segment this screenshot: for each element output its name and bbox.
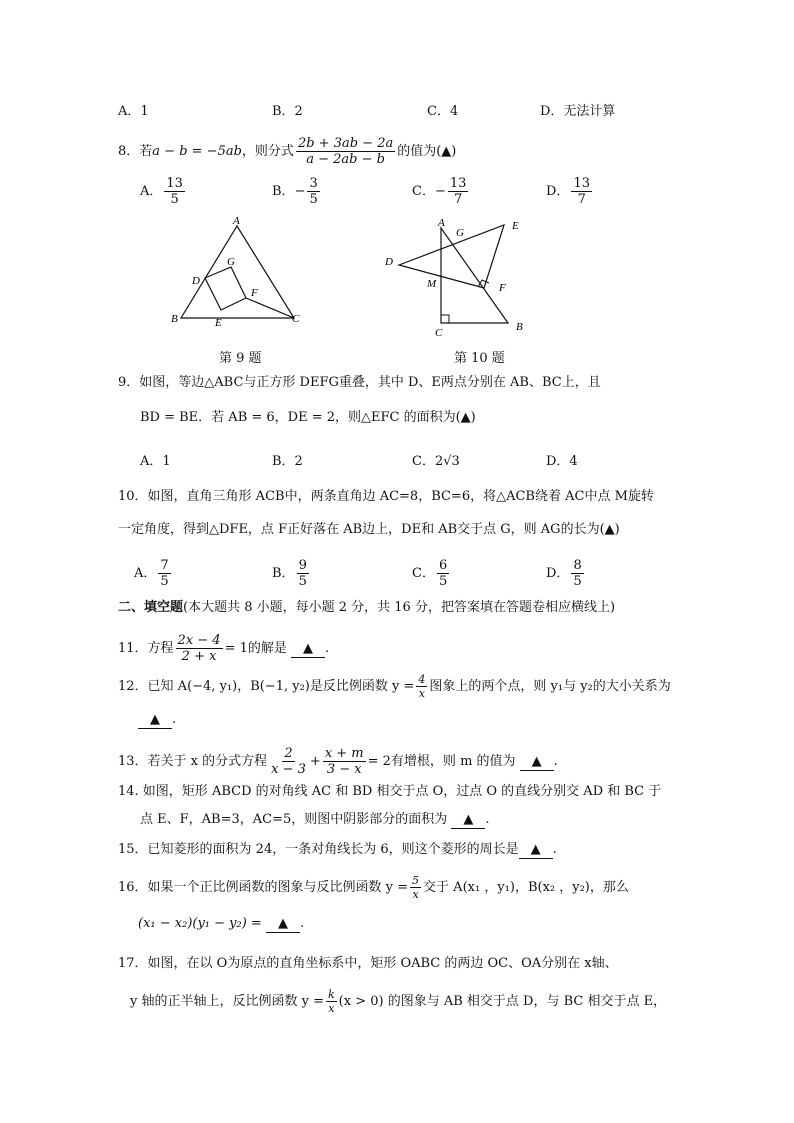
q12-pre: 12．已知 A(−4, y₁)，B(−1, y₂)是反比例函数 y = [118,679,415,694]
fig10-label-c: C [435,327,443,336]
fig10-label-m: M [427,278,437,290]
q11-fraction-denominator: 2 + x [181,649,217,664]
q8-option-a-letter: A． [140,184,163,199]
q13-fraction-1-denominator: x − 3 [271,762,306,777]
q9-option-a: A．1 [140,454,171,469]
q16-line-2 [138,914,304,934]
q12-fraction [416,673,427,700]
q8-fraction-numerator: 2b + 3ab − 2a [297,136,394,151]
q8-option-b-sign: − [294,184,306,199]
q8-option-d-fraction [571,176,592,207]
fig10-label-e: E [512,220,519,232]
q13-answer-blank[interactable]: ▲ [520,754,554,771]
figure-9 [168,212,308,334]
q7-option-a: A．1 [118,104,149,119]
q17-line-1: 17．如图，在以 O为原点的直角坐标系中，矩形 OABC 的两边 OC、OA分别在 x轴、 [118,956,618,971]
q11-pre: 11．方程 [118,641,174,656]
q10-option-a-fraction [158,558,170,589]
fig9-label-d: D [192,275,200,287]
q13-plus: + [309,754,321,769]
q17-line-2-pre: y 轴的正半轴上，反比例函数 y = [130,994,324,1009]
q12-post: 图象上的两个点，则 y₁与 y₂的大小关系为 [429,679,671,694]
q17-fraction-denominator: x [328,1002,335,1015]
q16-end: . [299,916,305,931]
fig9-square-defg [205,267,246,310]
q10-option-b-num: 9 [298,558,307,573]
fig9-label-g: G [227,256,235,268]
section-2-heading [118,598,615,618]
q12-answer-blank[interactable]: ▲ [138,712,172,729]
q8-fraction-denominator: a − 2ab − b [306,152,385,167]
q9-option-d: D．4 [546,454,578,469]
q10-option-c-fraction [437,558,449,589]
q11-fraction [176,633,223,664]
q8-option-c [412,176,470,207]
fig9-label-f: F [251,287,258,299]
q8-option-b [272,176,322,207]
q17-fraction-numerator: k [327,988,335,1001]
q16-fraction-denominator: x [412,888,419,901]
q7-option-c: C．4 [427,104,459,119]
q17-line-2 [130,988,666,1015]
q9-option-b: B．2 [272,454,303,469]
q14-line-1: 14. 如图，矩形 ABCD 的对角线 AC 和 BD 相交于点 O，过点 O 的直线分别交 AD 和 BC 于 [118,784,662,799]
q10-option-c-letter: C． [412,566,435,581]
q10-option-d-den: 5 [573,574,582,589]
q10-option-b-letter: B． [272,566,295,581]
q8-option-a [140,176,187,207]
q10-line-2: 一定角度，得到△DFE，点 F正好落在 AB边上，DE和 AB交于点 G，则 AG的长为(▲) [118,522,620,537]
q10-option-c-den: 5 [438,574,448,589]
q11-post: = 1的解是 [224,641,287,656]
q8-pre: 若 [139,144,153,159]
q13-fraction-1-numerator: 2 [284,746,293,761]
q10-option-a-num: 7 [160,558,169,573]
q10-option-b-fraction [297,558,309,589]
q13-post: = 2有增根，则 m 的值为 [367,754,516,769]
figure-10 [378,212,534,336]
q8-option-b-letter: B． [272,184,295,199]
q8-stem [118,136,456,167]
q7-option-d: D．无法计算 [540,104,616,119]
q14-end: . [485,812,490,827]
fig10-right-angle-f [478,280,489,287]
q8-option-b-den: 5 [309,192,318,207]
section-2-title: 二、填空题 [118,600,184,615]
fig10-label-a: A [438,217,445,229]
q15-answer-blank[interactable]: ▲ [519,842,553,859]
q13-end: . [553,754,558,769]
q8-option-a-num: 13 [166,176,183,191]
q10-option-c-num: 6 [438,558,448,573]
q12-end: . [172,712,177,727]
q8-fraction [296,136,395,167]
q8-post: 的值为(▲) [397,144,457,159]
q16-expression: (x₁ − x₂)(y₁ − y₂) = [138,916,262,931]
fig9-label-e: E [215,317,222,329]
q10-option-a-den: 5 [160,574,169,589]
q8-option-d-letter: D． [546,184,570,199]
q8-number: 8． [118,144,140,159]
q14-line-2 [140,810,490,830]
fig9-caption: 第 9 题 [219,351,262,366]
q12-line-1 [118,673,671,700]
fig10-label-g: G [456,227,464,239]
q8-option-a-fraction [164,176,185,207]
q10-line-1: 10．如图，直角三角形 ACB中，两条直角边 AC=8，BC=6，将△ACB绕着 AC中点 M旋转 [118,489,654,504]
fig10-label-b: B [516,321,523,333]
fig9-segment-fc [246,298,294,318]
q13-fraction-2 [323,746,366,777]
q9-line-1: 9．如图，等边△ABC与正方形 DEFG重叠，其中 D、E两点分别在 AB、BC上，且 [118,375,601,390]
fig9-triangle-abc [181,226,294,318]
q8-condition: a − b = −5ab [152,144,242,159]
fig10-right-angle-c [441,315,449,323]
fig10-label-f: F [499,282,506,294]
q16-fraction-numerator: 5 [412,874,420,887]
q8-option-c-sign: − [434,184,446,199]
q16-answer-blank[interactable]: ▲ [266,916,300,933]
q15-text: 15．已知菱形的面积为 24，一条对角线长为 6，则这个菱形的周长是 [118,842,519,857]
q10-option-d-num: 8 [573,558,582,573]
q9-option-c: C．2√3 [412,454,460,469]
q16-line-1 [118,874,629,901]
q8-option-c-letter: C． [412,184,435,199]
q16-pre: 16．如果一个正比例函数的图象与反比例函数 y = [118,880,409,895]
q16-post: 交于 A(x₁ ，y₁)，B(x₂ ，y₂)，那么 [423,880,629,895]
q13-fraction-2-numerator: x + m [324,746,364,761]
q10-option-b-den: 5 [298,574,307,589]
q13-pre: 13．若关于 x 的分式方程 [118,754,268,769]
q17-fraction [326,988,337,1015]
q13-fraction-1 [269,746,308,777]
q12-fraction-denominator: x [418,687,425,700]
q15-end: . [552,842,557,857]
q13 [118,746,558,777]
q17-line-2-post: (x > 0) 的图象与 AB 相交于点 D，与 BC 相交于点 E， [338,994,667,1009]
fig10-caption: 第 10 题 [454,351,505,366]
q7-option-b: B．2 [272,104,303,119]
q10-option-d [546,558,586,589]
q14-line-2-text: 点 E、F，AB=3，AC=5，则图中阴影部分的面积为 [140,812,448,827]
q13-fraction-2-denominator: 3 − x [326,762,362,777]
q11-fraction-numerator: 2x − 4 [177,633,221,648]
q10-option-c [412,558,451,589]
q9-line-2: BD = BE．若 AB = 6，DE = 2，则△EFC 的面积为(▲) [140,410,476,425]
q8-option-c-num: 13 [449,176,467,191]
q8-option-c-den: 7 [453,192,463,207]
q8-option-b-num: 3 [309,176,318,191]
q11-answer-blank[interactable]: ▲ [291,641,325,658]
section-2-description: (本大题共 8 小题，每小题 2 分，共 16 分，把答案填在答题卷相应横线上) [183,600,616,615]
q12-line-2 [138,710,176,730]
q10-option-b [272,558,311,589]
q10-option-d-letter: D． [546,566,570,581]
q10-option-a [134,558,173,589]
q16-fraction [410,874,421,901]
q8-option-c-fraction [448,176,469,207]
q14-answer-blank[interactable]: ▲ [451,812,485,829]
q11 [118,633,329,664]
fig10-triangle-dfe [399,225,504,288]
q12-fraction-numerator: 4 [418,673,426,686]
q8-option-a-den: 5 [170,192,179,207]
q8-option-d-num: 13 [573,176,590,191]
q10-option-d-fraction [571,558,583,589]
q15 [118,840,557,860]
fig9-label-a: A [233,215,240,227]
fig9-label-b: B [171,313,178,325]
fig10-label-d: D [385,256,393,268]
q11-end: . [325,641,330,656]
fig9-label-c: C [292,313,300,325]
q8-option-b-fraction [307,176,319,207]
q10-option-a-letter: A． [134,566,157,581]
q8-option-d-den: 7 [577,192,586,207]
q8-option-d [546,176,594,207]
q8-mid: ，则分式 [241,144,294,159]
